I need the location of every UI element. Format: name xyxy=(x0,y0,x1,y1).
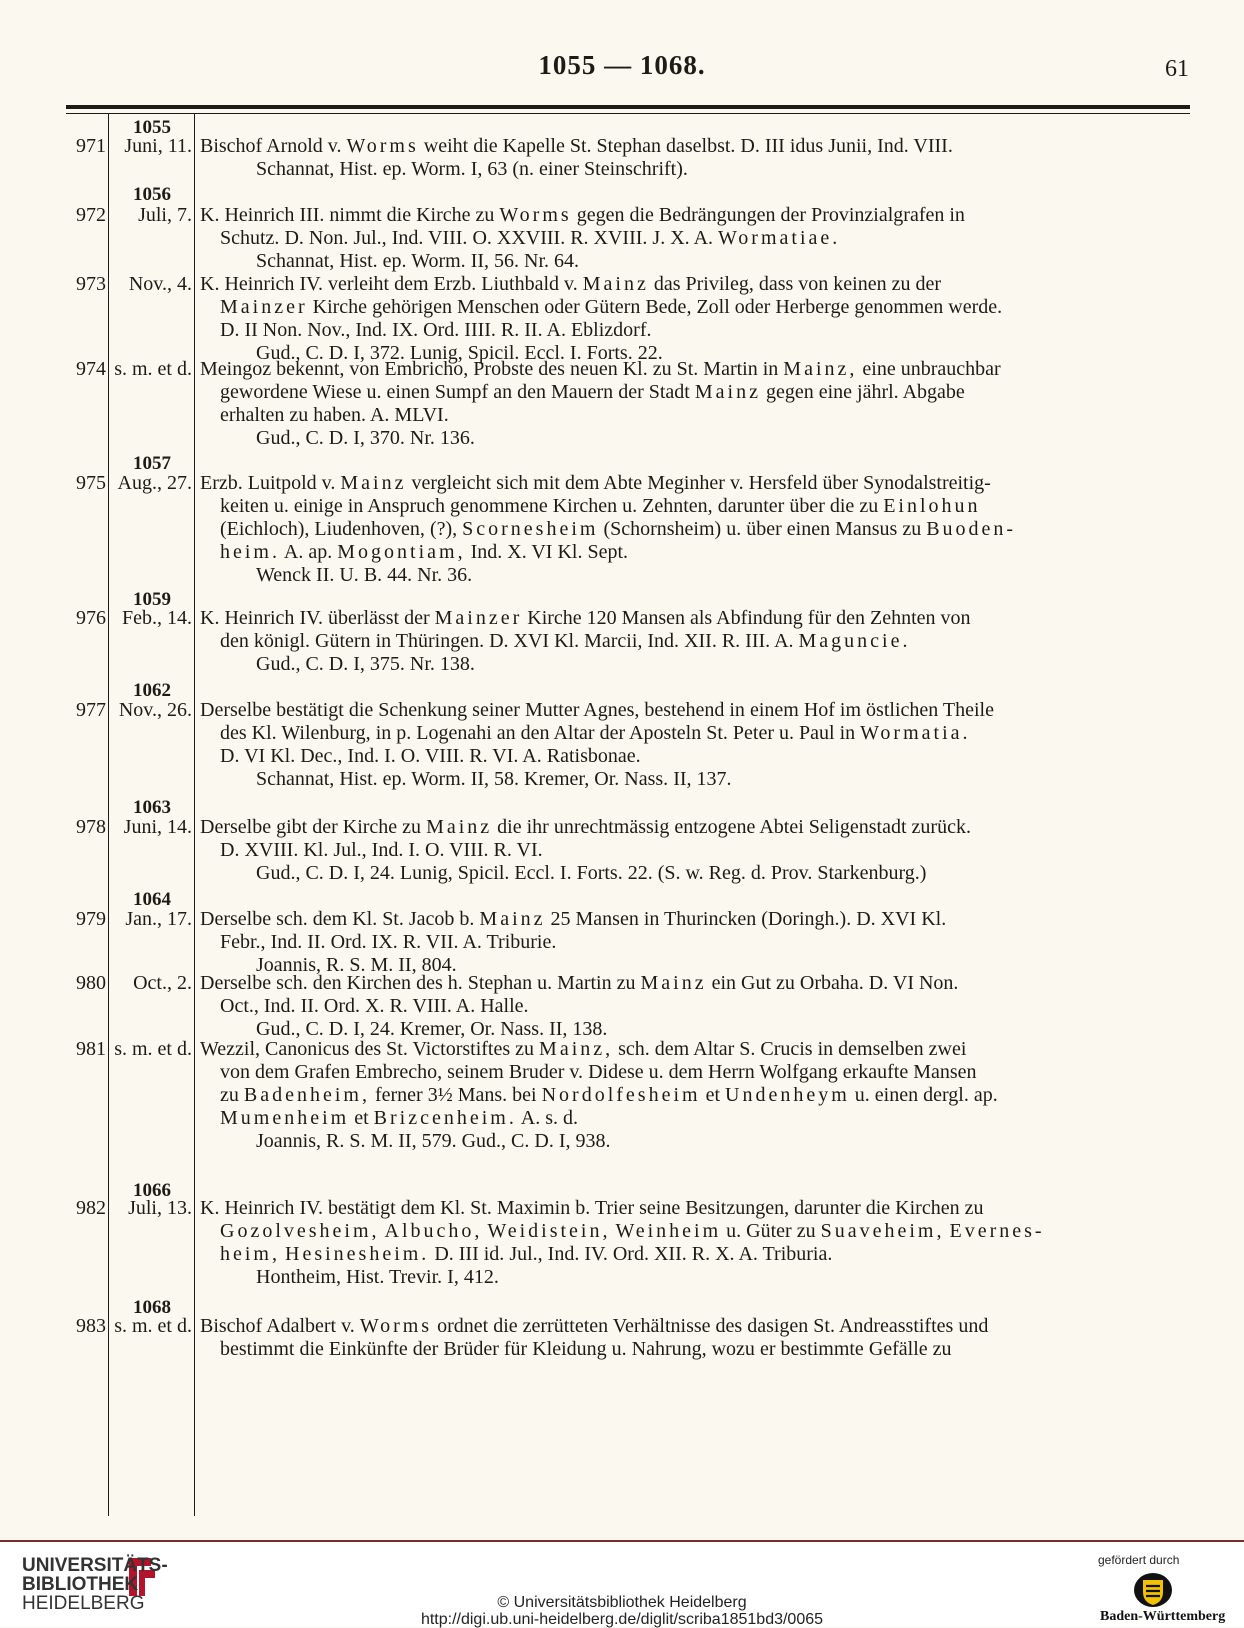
page-number: 61 xyxy=(1165,56,1189,82)
entry-source: Gud., C. D. I, 372. Lunig, Spicil. Eccl. I. Forts. 22. xyxy=(256,342,663,364)
year-heading: 1063 xyxy=(133,797,171,818)
entry-line: Meingoz bekennt, von Embricho, Probste des neuen Kl. zu St. Martin in Mainz, eine unbrauchbar xyxy=(200,358,1001,380)
entry-line: D. II Non. Nov., Ind. IX. Ord. IIII. R. II. A. Eblizdorf. xyxy=(220,319,652,341)
entry-line: Derselbe bestätigt die Schenkung seiner Mutter Agnes, bestehend in einem Hof im östlichen Theile xyxy=(200,699,994,721)
entry-date: Nov., 26. xyxy=(118,699,192,721)
entry-source: Joannis, R. S. M. II, 579. Gud., C. D. I, 938. xyxy=(256,1130,611,1152)
entry-source: Joannis, R. S. M. II, 804. xyxy=(256,954,457,976)
permalink[interactable]: http://digi.ub.uni-heidelberg.de/diglit/scriba1851bd3/0065 xyxy=(420,1611,824,1628)
entry-line: D. XVIII. Kl. Jul., Ind. I. O. VIII. R. VI. xyxy=(220,839,543,861)
entry-line: Bischof Arnold v. Worms weiht die Kapelle St. Stephan daselbst. D. III idus Junii, Ind. VIII. xyxy=(200,135,953,157)
entry-date: Juli, 7. xyxy=(138,204,192,226)
entry-number: 983 xyxy=(76,1315,106,1337)
entry-line: Mainzer Kirche gehörigen Menschen oder Gütern Bede, Zoll oder Herberge genommen werde. xyxy=(220,296,1003,318)
entry-source: Schannat, Hist. ep. Worm. II, 56. Nr. 64. xyxy=(256,250,580,272)
entry-line: Wezzil, Canonicus des St. Victorstiftes zu Mainz, sch. dem Altar S. Crucis in demselben zwei xyxy=(200,1038,967,1060)
year-heading: 1056 xyxy=(133,184,171,205)
entry-date: Oct., 2. xyxy=(133,972,192,994)
copyright-text: © Universitätsbibliothek Heidelberg xyxy=(497,1594,747,1611)
entry-text xyxy=(200,1315,1188,1361)
entry-number: 972 xyxy=(76,204,106,226)
entry-text xyxy=(200,816,1188,885)
entry-text xyxy=(200,1197,1188,1289)
year-heading: 1055 xyxy=(133,117,171,138)
entry-source: Gud., C. D. I, 375. Nr. 138. xyxy=(256,653,475,675)
entry-line: erhalten zu haben. A. MLVI. xyxy=(220,404,449,426)
entry-line: K. Heinrich III. nimmt die Kirche zu Worms gegen die Bedrängungen der Provinzialgrafen in xyxy=(200,204,965,226)
entry-line: heim, Hesinesheim. D. III id. Jul., Ind. IV. Ord. XII. R. X. A. Triburia. xyxy=(220,1243,833,1265)
entry-text xyxy=(200,358,1188,450)
entry-line: Gozolvesheim, Albucho, Weidistein, Weinheim u. Güter zu Suaveheim, Evernes- xyxy=(220,1220,1045,1242)
entry-line: zu Badenheim, ferner 3½ Mans. bei Nordolfesheim et Undenheym u. einen dergl. ap. xyxy=(220,1084,998,1106)
entry-text xyxy=(200,607,1188,676)
entry-line: heim. A. ap. Mogontiam, Ind. X. VI Kl. Sept. xyxy=(220,541,629,563)
entry-text xyxy=(200,204,1188,273)
entry-source: Schannat, Hist. ep. Worm. I, 63 (n. einer Steinschrift). xyxy=(256,158,688,180)
entry-source: Gud., C. D. I, 370. Nr. 136. xyxy=(256,427,475,449)
entry-line: Bischof Adalbert v. Worms ordnet die zerrütteten Verhältnisse des dasigen St. Andreasstiftes und xyxy=(200,1315,989,1337)
entry-number: 980 xyxy=(76,972,106,994)
entry-line: bestimmt die Einkünfte der Brüder für Kleidung u. Nahrung, wozu er bestimmte Gefälle zu xyxy=(220,1338,952,1360)
logo-line: UNIVERSITÄTS- xyxy=(22,1555,168,1576)
entry-line: Derselbe gibt der Kirche zu Mainz die ihr unrechtmässig entzogene Abtei Seligenstadt zurück. xyxy=(200,816,971,838)
entry-number: 979 xyxy=(76,908,106,930)
state-crest-icon xyxy=(1133,1572,1173,1608)
entry-date: Juli, 13. xyxy=(128,1197,192,1219)
entry-line: Schutz. D. Non. Jul., Ind. VIII. O. XXVIII. R. XVIII. J. X. A. Wormatiae. xyxy=(220,227,841,249)
entry-date: Feb., 14. xyxy=(122,607,192,629)
footer-credit xyxy=(0,1594,1244,1628)
entry-source: Gud., C. D. I, 24. Lunig, Spicil. Eccl. I. Forts. 22. (S. w. Reg. d. Prov. Starkenburg.) xyxy=(256,862,927,884)
logo-line: HEIDELBERG xyxy=(22,1593,145,1614)
entry-line: Erzb. Luitpold v. Mainz vergleicht sich mit dem Abte Meginher v. Hersfeld über Synodalstreitig- xyxy=(200,472,991,494)
sponsor-name[interactable]: Baden-Württemberg xyxy=(1100,1609,1226,1624)
entry-line: des Kl. Wilenburg, in p. Logenahi an den Altar der Aposteln St. Peter u. Paul in Wormatia. xyxy=(220,722,971,744)
entry-text xyxy=(200,972,1188,1041)
year-heading: 1066 xyxy=(133,1180,171,1201)
entry-number: 971 xyxy=(76,135,106,157)
year-heading: 1059 xyxy=(133,589,171,610)
entry-number: 977 xyxy=(76,699,106,721)
entry-date: s. m. et d. xyxy=(114,358,192,380)
entry-number: 974 xyxy=(76,358,106,380)
entry-date: Nov., 4. xyxy=(128,273,192,295)
entry-line: Derselbe sch. dem Kl. St. Jacob b. Mainz 25 Mansen in Thurincken (Doringh.). D. XVI Kl. xyxy=(200,908,947,930)
year-heading: 1062 xyxy=(133,680,171,701)
entry-number: 981 xyxy=(76,1038,106,1060)
entry-text xyxy=(200,1038,1188,1153)
entry-source: Wenck II. U. B. 44. Nr. 36. xyxy=(256,564,473,586)
entry-date: s. m. et d. xyxy=(114,1038,192,1060)
entry-number: 975 xyxy=(76,472,106,494)
page-title: 1055 — 1068. xyxy=(538,50,706,80)
entry-number: 978 xyxy=(76,816,106,838)
entry-text xyxy=(200,135,1188,181)
entry-text xyxy=(200,273,1188,365)
entry-text xyxy=(200,699,1188,791)
entry-date: Aug., 27. xyxy=(117,472,192,494)
entry-line: (Eichloch), Liudenhoven, (?), Scornesheim (Schornsheim) u. über einen Mansus zu Buoden- xyxy=(220,518,1017,540)
entry-line: Mumenheim et Brizcenheim. A. s. d. xyxy=(220,1107,578,1129)
column-divider-date xyxy=(194,114,195,1516)
entry-date: Jan., 17. xyxy=(125,908,192,930)
entry-date: Juni, 14. xyxy=(123,816,192,838)
entry-line: Derselbe sch. den Kirchen des h. Stephan u. Martin zu Mainz ein Gut zu Orbaha. D. VI Non. xyxy=(200,972,959,994)
entry-source: Schannat, Hist. ep. Worm. II, 58. Kremer, Or. Nass. II, 137. xyxy=(256,768,732,790)
header-rule xyxy=(66,105,1190,109)
entry-line: K. Heinrich IV. überlässt der Mainzer Kirche 120 Mansen als Abfindung für den Zehnten von xyxy=(200,607,971,629)
header-rule-thin xyxy=(66,113,1190,114)
year-heading: 1057 xyxy=(133,453,171,474)
entry-number: 973 xyxy=(76,273,106,295)
entry-line: keiten u. einige in Anspruch genommene Kirchen u. Zehnten, darunter über die zu Einlohun xyxy=(220,495,981,517)
column-divider-number xyxy=(108,114,109,1516)
sponsor-label: gefördert durch xyxy=(1098,1553,1180,1567)
entry-text xyxy=(200,908,1188,977)
entry-line: den königl. Gütern in Thüringen. D. XVI Kl. Marcii, Ind. XII. R. III. A. Maguncie. xyxy=(220,630,911,652)
entry-text xyxy=(200,472,1188,587)
entry-line: D. VI Kl. Dec., Ind. I. O. VIII. R. VI. A. Ratisbonae. xyxy=(220,745,641,767)
year-heading: 1064 xyxy=(133,889,171,910)
entry-number: 982 xyxy=(76,1197,106,1219)
entry-date: s. m. et d. xyxy=(114,1315,192,1337)
entry-number: 976 xyxy=(76,607,106,629)
entry-line: K. Heinrich IV. bestätigt dem Kl. St. Maximin b. Trier seine Besitzungen, darunter die Kirchen zu xyxy=(200,1197,984,1219)
logo-line: BIBLIOTHEK xyxy=(22,1574,139,1595)
footer-rule xyxy=(0,1540,1244,1542)
entry-date: Juni, 11. xyxy=(124,135,192,157)
entry-line: Febr., Ind. II. Ord. IX. R. VII. A. Triburie. xyxy=(220,931,557,953)
entry-source: Gud., C. D. I, 24. Kremer, Or. Nass. II, 138. xyxy=(256,1018,608,1040)
entry-line: gewordene Wiese u. einen Sumpf an den Mauern der Stadt Mainz gegen eine jährl. Abgabe xyxy=(220,381,965,403)
entry-line: von dem Grafen Embrecho, seinem Bruder v. Didese u. dem Herrn Wolfgang erkaufte Mansen xyxy=(220,1061,977,1083)
year-heading: 1068 xyxy=(133,1297,171,1318)
entry-line: K. Heinrich IV. verleiht dem Erzb. Liuthbald v. Mainz das Privileg, dass von keinen zu der xyxy=(200,273,942,295)
entry-source: Hontheim, Hist. Trevir. I, 412. xyxy=(256,1266,499,1288)
entry-line: Oct., Ind. II. Ord. X. R. VIII. A. Halle. xyxy=(220,995,529,1017)
